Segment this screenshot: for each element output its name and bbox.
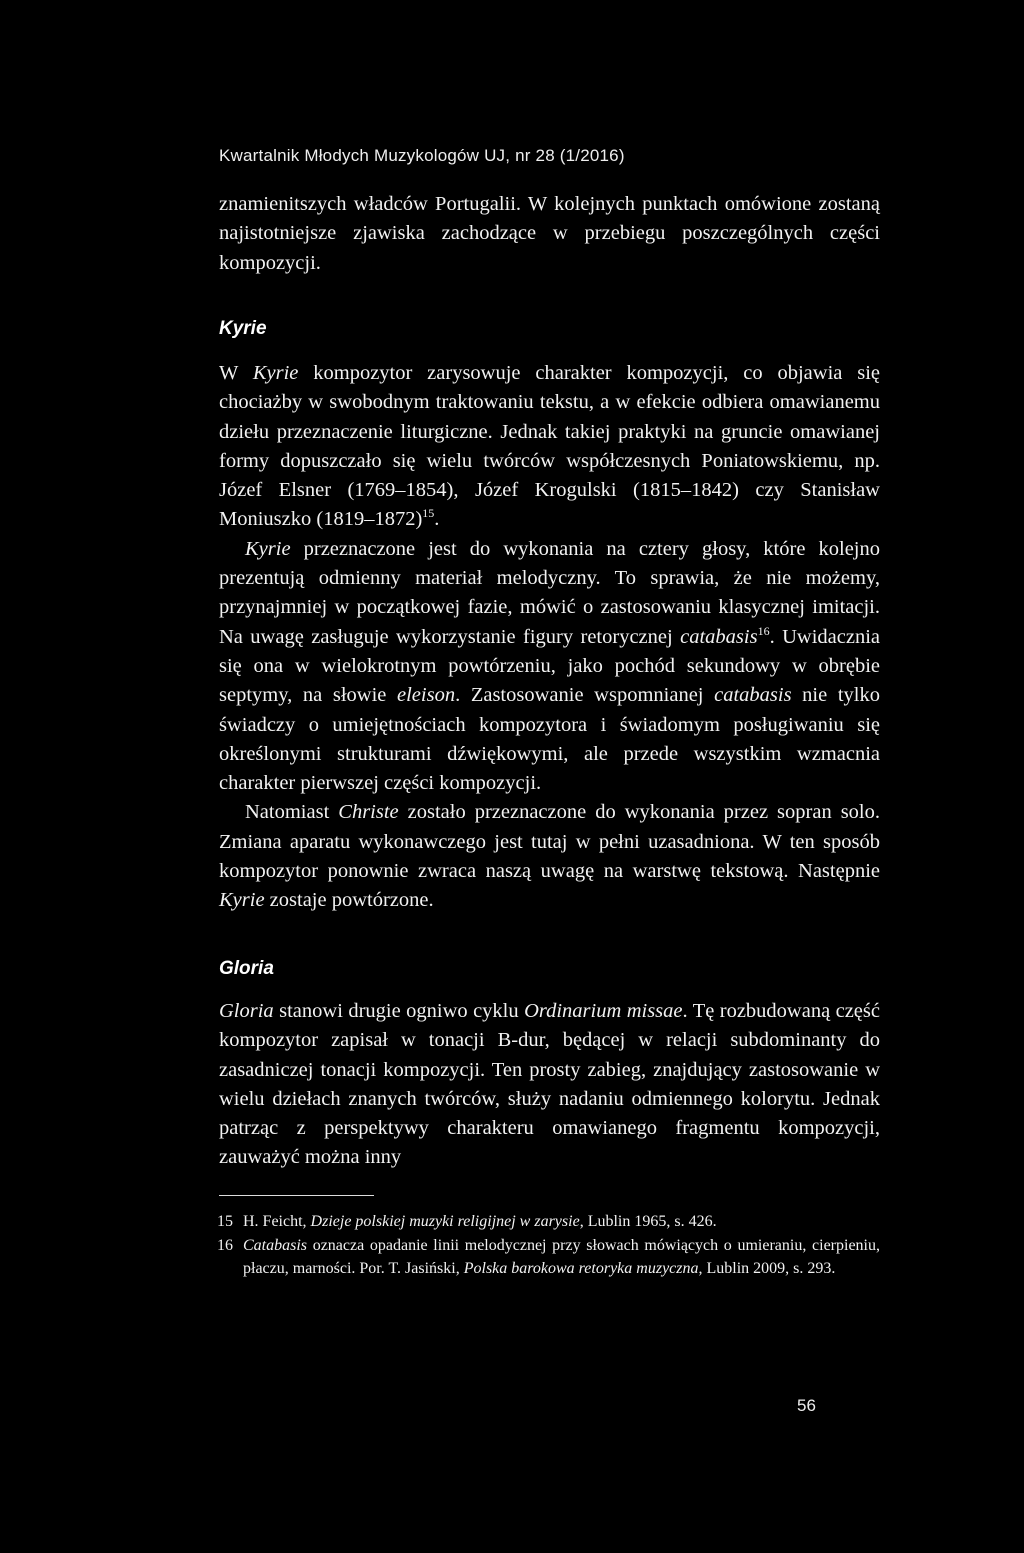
kyrie-paragraph-3: Natomiast Christe zostało przeznaczone do wykonania przez sopran solo. Zmiana aparatu wykonawczego jest tutaj w pełni uzasadniona. W ten sposób kompozytor ponownie zwraca naszą uwagę na warstwę tekstową. Następnie Kyrie zostaje powtórzone. (219, 801, 880, 912)
running-head: Kwartalnik Młodych Muzykologów UJ, nr 28 (1/2016) (219, 146, 625, 165)
kyrie-section (219, 359, 880, 916)
page-number: 56 (797, 1396, 816, 1415)
section-heading-gloria: Gloria (219, 958, 274, 979)
footnote-ref-16[interactable]: 16 (757, 623, 770, 638)
kyrie-paragraph-2: Kyrie przeznaczone jest do wykonania na cztery głosy, które kolejno prezentują odmienny materiał melodyczny. To sprawia, że nie możemy, przynajmniej w początkowej fazie, mówić o zastosowaniu klasycznej imitacji. Na uwagę zasługuje wykorzystanie figury retorycznej catabasis$^{16}$. Uwidacznia się ona w wielokrotnym powtórzeniu, jako pochód sekundowy w obrębie septymy, na słowie eleison. Zastosowanie wspomnianej catabasis nie tylko świadczy o umiejętnościach kompozytora i świadomym posługiwaniu się określonymi strukturami dźwiękowymi, ale przede wszystkim wzmacnia charakter pierwszej części kompozycji. (219, 537, 880, 795)
footnote-16: 16 Catabasis oznacza opadanie linii melodycznej przy słowach mówiących o umieraniu, cierpieniu, płaczu, marności. Por. T. Jasiński, Polska barokowa retoryka muzyczna, Lublin 2009, s. 293. (217, 1236, 880, 1277)
intro-paragraph: znamienitszych władców Portugalii. W kolejnych punktach omówione zostaną najistotniejsze zjawiska zachodzące w przebiegu poszczególnych części kompozycji. (219, 193, 880, 274)
footnotes (219, 1210, 880, 1281)
footnote-ref-15[interactable]: 15 (422, 506, 435, 521)
intro-block (219, 190, 880, 278)
footnote-divider (219, 1195, 374, 1196)
kyrie-paragraph-1: W Kyrie kompozytor zarysowuje charakter kompozycji, co objawia się chociażby w swobodnym traktowaniu tekstu, a w efekcie odbiera omawianemu dziełu przeznaczenie liturgiczne. Jednak takiej praktyki na gruncie omawianej formy dopuszczało się wielu twórców współczesnych Poniatowskiemu, np. Józef Elsner (1769–1854), Józef Krogulski (1815–1842) czy Stanisław Moniuszko (1819–1872)$^{15}$. (219, 362, 880, 531)
section-heading-kyrie: Kyrie (219, 318, 267, 339)
gloria-section (219, 997, 880, 1173)
gloria-paragraph-1: Gloria stanowi drugie ogniwo cyklu Ordinarium missae. Tę rozbudowaną część kompozytor zapisał w tonacji B-dur, będącej w relacji subdominanty do zasadniczej tonacji kompozycji. Ten prosty zabieg, znajdujący zastosowanie w wielu dziełach znanych twórców, służy nadaniu odmiennego kolorytu. Jednak patrząc z perspektywy charakteru omawianego fragmentu kompozycji, zauważyć można inny (219, 1000, 880, 1169)
footnote-15: 15 H. Feicht, Dzieje polskiej muzyki religijnej w zarysie, Lublin 1965, s. 426. (217, 1213, 717, 1230)
